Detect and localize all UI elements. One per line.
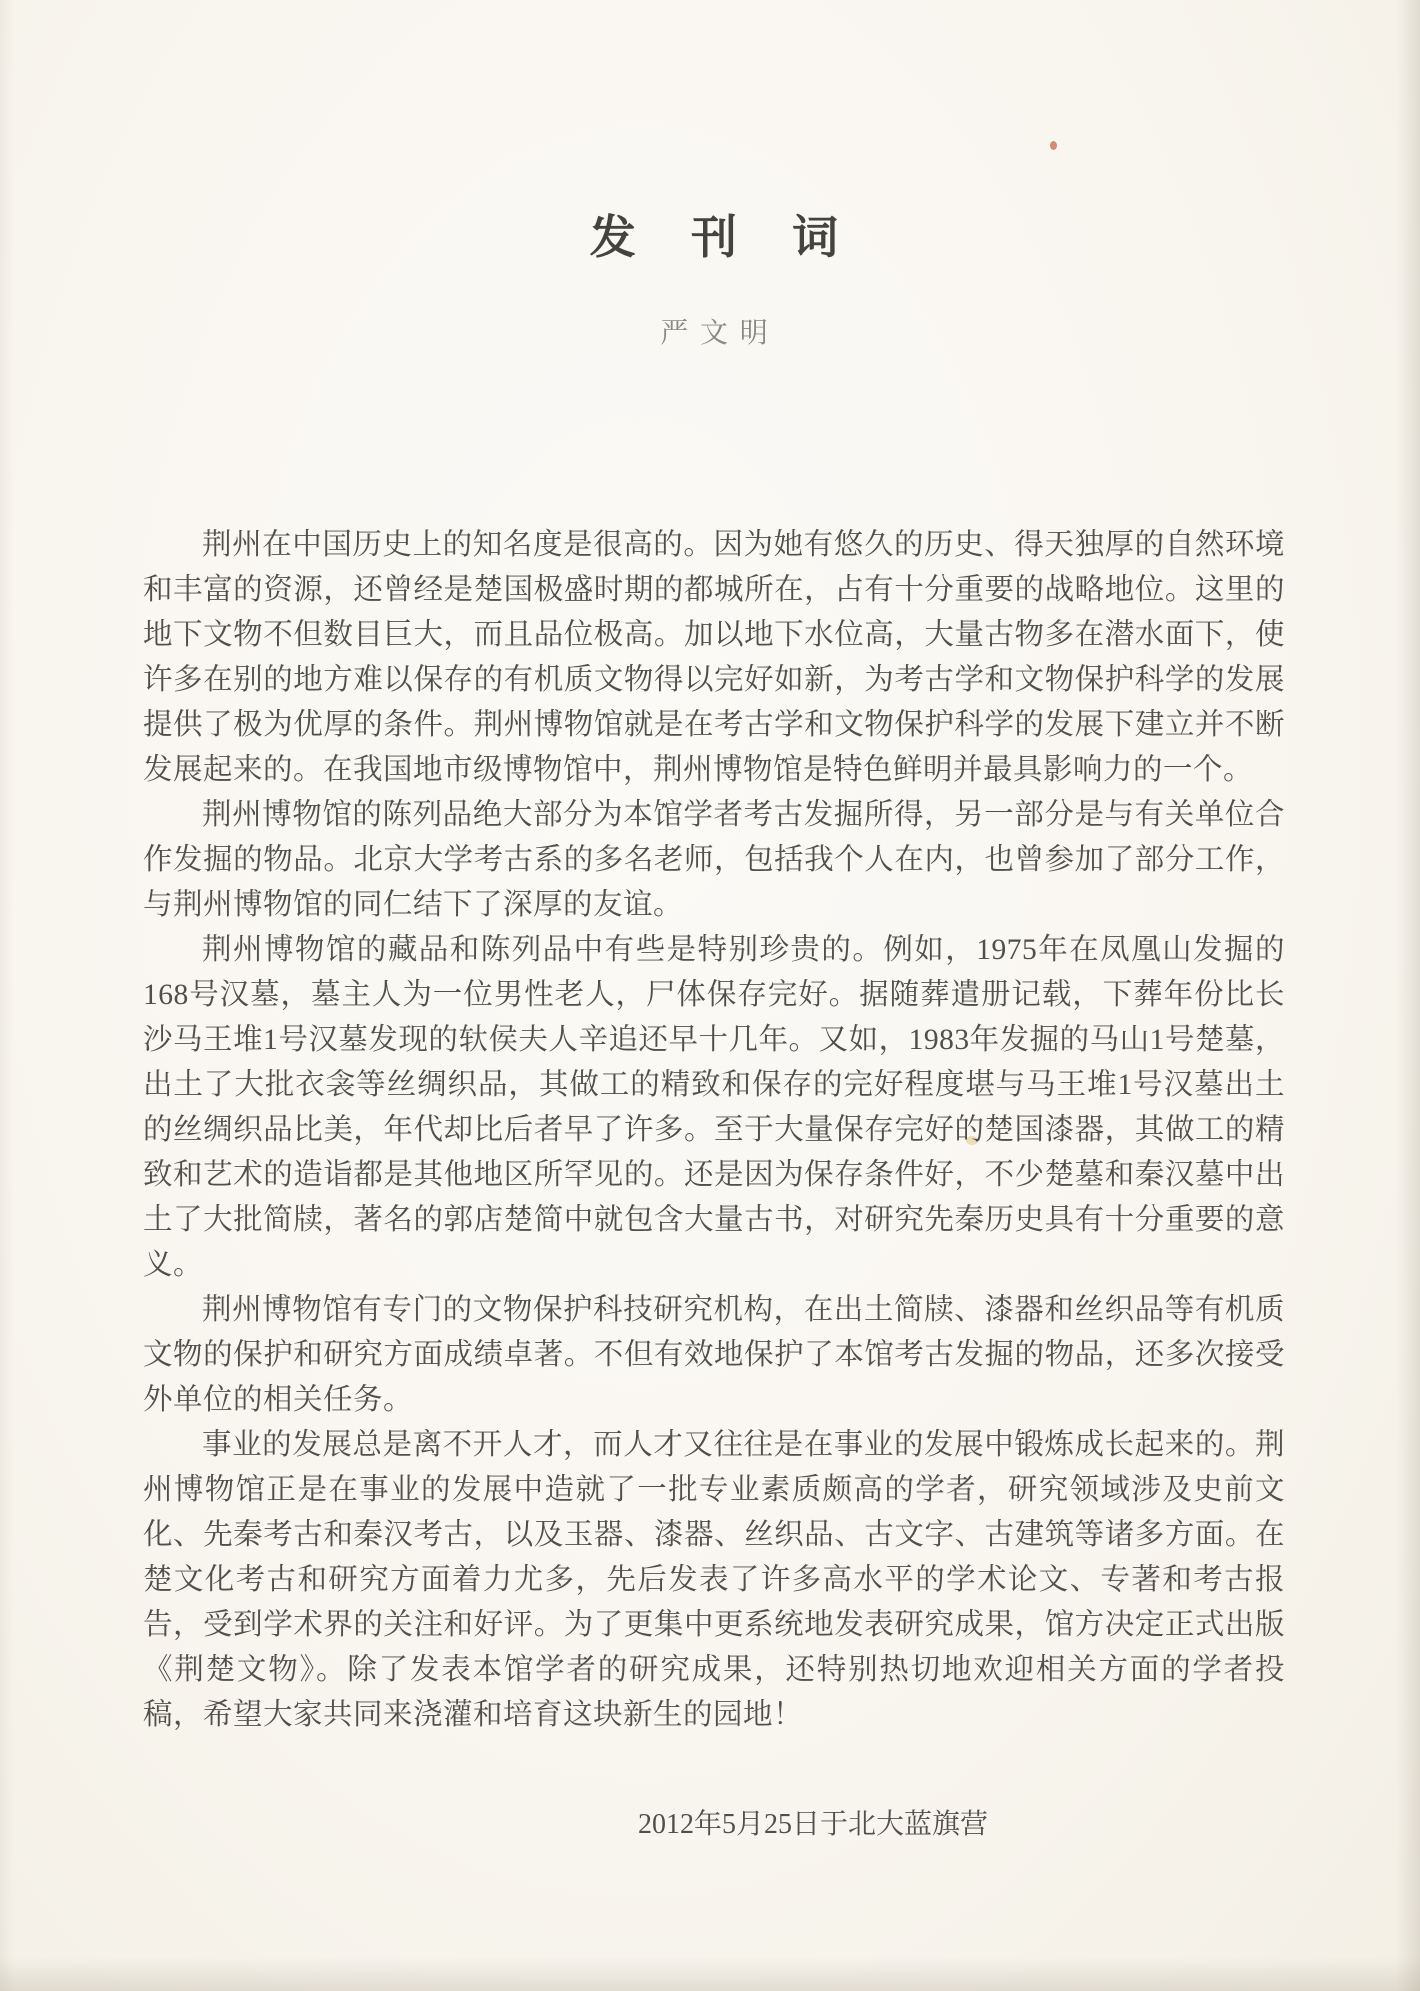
- document-body: [143, 523, 1285, 1738]
- document-content: [143, 212, 1285, 1842]
- page-edge-shadow-right: [1396, 0, 1420, 1991]
- scan-artifact-red-dot: [1050, 141, 1057, 150]
- page-edge-shadow-left: [0, 0, 14, 1991]
- page-title: 发刊词: [589, 212, 894, 263]
- date-line: 2012年5月25日于北大蓝旗营: [637, 1809, 988, 1840]
- paragraph: 荆州博物馆的藏品和陈列品中有些是特别珍贵的。例如，1975年在凤凰山发掘的168号汉墓，墓主人为一位男性老人，尸体保存完好。据随葬遣册记载，下葬年份比长沙马王堆1号汉墓发现的轪侯夫人辛追还早十几年。又如，1983年发掘的马山1号楚墓，出土了大批衣衾等丝绸织品，其做工的精致和保存的完好程度堪与马王堆1号汉墓出土的丝绸织品比美，年代却比后者早了许多。至于大量保存完好的楚国漆器，其做工的精致和艺术的造诣都是其他地区所罕见的。还是因为保存条件好，不少楚墓和秦汉墓中出土了大批简牍，著名的郭店楚简中就包含大量古书，对研究先秦历史具有十分重要的意义。: [143, 934, 1285, 1281]
- paragraph: 荆州在中国历史上的知名度是很高的。因为她有悠久的历史、得天独厚的自然环境和丰富的资源，还曾经是楚国极盛时期的都城所在，占有十分重要的战略地位。这里的地下文物不但数目巨大，而且品位极高。加以地下水位高，大量古物多在潜水面下，使许多在别的地方难以保存的有机质文物得以完好如新，为考古学和文物保护科学的发展提供了极为优厚的条件。荆州博物馆就是在考古学和文物保护科学的发展下建立并不断发展起来的。在我国地市级博物馆中，荆州博物馆是特色鲜明并最具影响力的一个。: [143, 529, 1285, 786]
- author-name: 严文明: [660, 318, 780, 349]
- page-edge-shadow-bottom: [0, 1957, 1420, 1991]
- paragraph: 事业的发展总是离不开人才，而人才又往往是在事业的发展中锻炼成长起来的。荆州博物馆正是在事业的发展中造就了一批专业素质颇高的学者，研究领域涉及史前文化、先秦考古和秦汉考古，以及玉器、漆器、丝织品、古文字、古建筑等诸多方面。在楚文化考古和研究方面着力尤多，先后发表了许多高水平的学术论文、专著和考古报告，受到学术界的关注和好评。为了更集中更系统地发表研究成果，馆方决定正式出版《荆楚文物》。除了发表本馆学者的研究成果，还特别热切地欢迎相关方面的学者投稿，希望大家共同来浇灌和培育这块新生的园地！: [143, 1429, 1285, 1731]
- paragraph: 荆州博物馆有专门的文物保护科技研究机构，在出土简牍、漆器和丝织品等有机质文物的保护和研究方面成绩卓著。不但有效地保护了本馆考古发掘的物品，还多次接受外单位的相关任务。: [143, 1294, 1285, 1416]
- paragraph: 荆州博物馆的陈列品绝大部分为本馆学者考古发掘所得，另一部分是与有关单位合作发掘的物品。北京大学考古系的多名老师，包括我个人在内，也曾参加了部分工作，与荆州博物馆的同仁结下了深厚的友谊。: [143, 799, 1285, 921]
